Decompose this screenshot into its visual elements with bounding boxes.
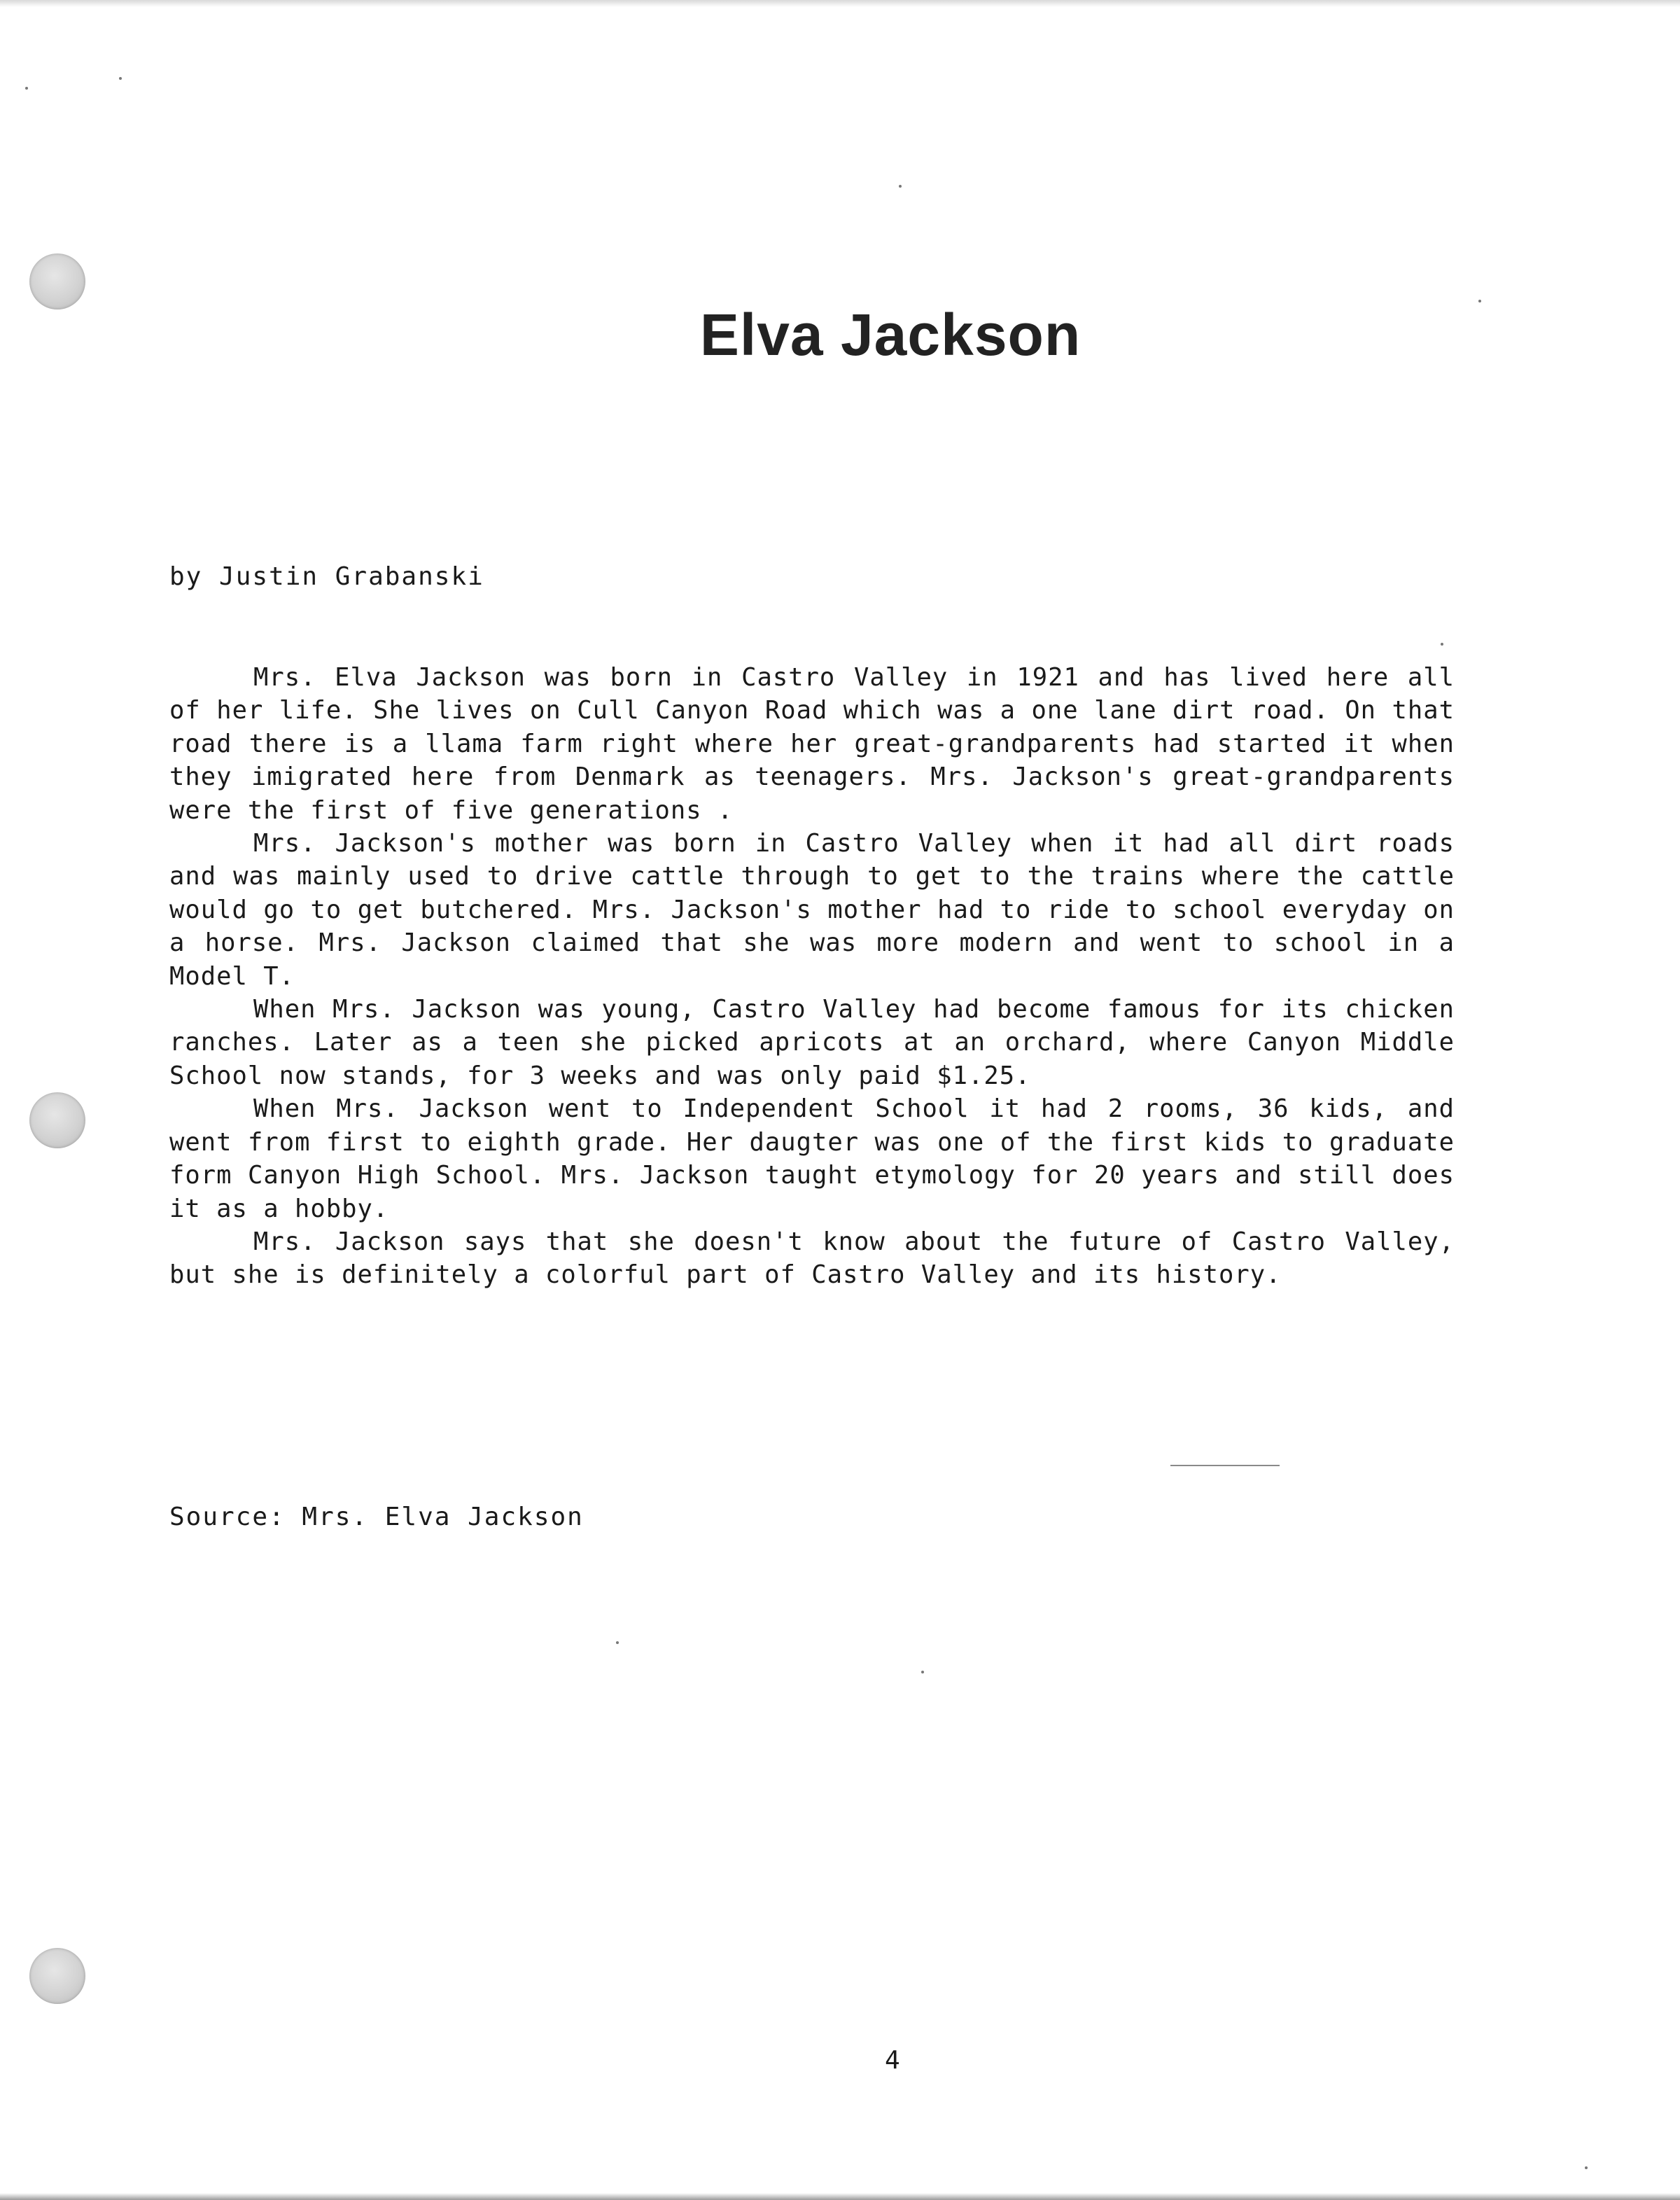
- article-title: Elva Jackson: [699, 302, 1082, 368]
- scan-speck: [616, 1641, 619, 1644]
- scan-speck: [119, 77, 122, 80]
- article-paragraph: Mrs. Jackson's mother was born in Castro Valley when it had all dirt roads and was mainly used to drive cattle through to get to the trains where the cattle would go to get butchered. Mrs. Jackson's mother had to ride to school everyday on a horse. Mrs. Jackson claimed that she was more modern and went to school in a Model T.: [169, 829, 1455, 991]
- article-body: [169, 661, 1455, 1292]
- article-byline: by Justin Grabanski: [169, 562, 484, 591]
- scan-speck: [899, 185, 902, 188]
- page-number: 4: [885, 2046, 900, 2075]
- scan-speck: [921, 1671, 924, 1673]
- divider-line: [1170, 1465, 1280, 1466]
- article-paragraph: Mrs. Jackson says that she doesn't know about the future of Castro Valley, but she is definitely a colorful part of Castro Valley and its history.: [169, 1227, 1455, 1290]
- article-source: Source: Mrs. Elva Jackson: [169, 1503, 584, 1531]
- punch-hole-middle: [29, 1092, 85, 1148]
- scan-speck: [1585, 2166, 1588, 2169]
- scan-bottom-edge: [0, 2193, 1680, 2200]
- scan-speck: [1441, 643, 1443, 646]
- punch-hole-bottom: [29, 1948, 85, 2004]
- article-paragraph: Mrs. Elva Jackson was born in Castro Valley in 1921 and has lived here all of her life. She lives on Cull Canyon Road which was a one lane dirt road. On that road there is a llama farm right where her great-grandparents had started it when they imigrated here from Denmark as teenagers. Mrs. Jackson's great-grandparents were the first of five generations .: [169, 663, 1455, 825]
- article-paragraph: When Mrs. Jackson went to Independent School it had 2 rooms, 36 kids, and went from first to eighth grade. Her daugter was one of the first kids to graduate form Canyon High School. Mrs. Jackson taught etymology for 20 years and still does it as a hobby.: [169, 1094, 1455, 1223]
- scan-top-edge: [0, 0, 1680, 7]
- article-paragraph: When Mrs. Jackson was young, Castro Valley had become famous for its chicken ranches. Later as a teen she picked apricots at an orchard, where Canyon Middle School now stands, for 3 weeks and was only paid $1.25.: [169, 995, 1455, 1090]
- scan-speck: [25, 87, 28, 90]
